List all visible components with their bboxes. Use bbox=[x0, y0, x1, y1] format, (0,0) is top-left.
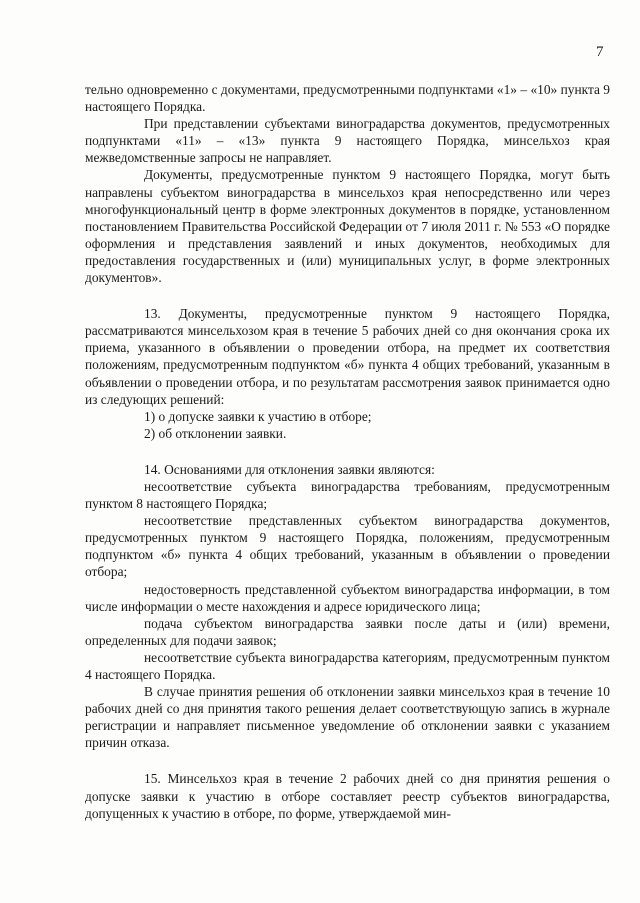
page-number: 7 bbox=[596, 44, 604, 60]
list-item: 1) о допуске заявки к участию в отборе; bbox=[144, 408, 372, 424]
paragraph: При представлении субъектами виноградарства документов, предусмотренных подпунктами «11» – «13» пункта 9 настоящего Порядка, минсельхоз края межведомственные запросы не направляет. bbox=[85, 116, 610, 166]
paragraph: 14. Основаниями для отклонения заявки являются: bbox=[144, 461, 435, 477]
list-item: подача субъектом виноградарства заявки после даты и (или) времени, определенных для подачи заявок; bbox=[85, 615, 610, 648]
paragraph: тельно одновременно с документами, предусмотренными подпунктами «1» – «10» пункта 9 настоящего Порядка. bbox=[85, 82, 610, 115]
list-item: недостоверность представленной субъектом виноградарства информации, в том числе информации о месте нахождения и адресе юридического лица; bbox=[85, 581, 610, 614]
list-item: 2) об отклонении заявки. bbox=[144, 425, 287, 441]
list-item: несоответствие субъекта виноградарства требованиям, предусмотренным пунктом 8 настоящего Порядка; bbox=[85, 478, 610, 512]
paragraph: 15. Минсельхоз края в течение 2 рабочих дней со дня принятия решения о допуске заявки к участию в отборе составляет реестр субъектов виноградарства, допущенных к участию в отборе, по форме, утверждаемой мин- bbox=[85, 771, 610, 821]
paragraph: 13. Документы, предусмотренные пунктом 9 настоящего Порядка, рассматриваются минсельхозом края в течение 5 рабочих дней со дня окончания срока их приема, указанного в объявлении о проведении отбора, на предмет их соответствия положениям, предусмотренным подпунктом «б» пункта 4 общих требований, указанным в объявлении о проведении отбора, и по результатам рассмотрения заявок принимается одно из следующих решений: bbox=[85, 306, 610, 407]
list-item: несоответствие субъекта виноградарства категориям, предусмотренным пунктом 4 настоящего Порядка. bbox=[85, 649, 610, 682]
paragraph: Документы, предусмотренные пунктом 9 настоящего Порядка, могут быть направлены субъектом виноградарства в минсельхоз края непосредственно или через многофункциональный центр в форме электронных документов в порядке, установленном постановлением Правительства Российской Федерации от 7 июля 2011 г. № 553 «О порядке оформления и представления заявлений и иных документов, необходимых для предоставления государственных и (или) муниципальных услуг, в форме электронных документов». bbox=[85, 167, 610, 286]
list-item: несоответствие представленных субъектом виноградарства документов, предусмотренных пунктом 9 настоящего Порядка, положениям, предусмотренным подпунктом «б» пункта 4 общих требований, указанным в объявлении о проведении отбора; bbox=[85, 513, 610, 580]
document-body bbox=[85, 81, 610, 822]
paragraph: В случае принятия решения об отклонении заявки минсельхоз края в течение 10 рабочих дней со дня принятия такого решения делает соответствующую запись в журнале регистрации и направляет письменное уведомление об отклонении заявки с указанием причин отказа. bbox=[85, 684, 610, 751]
